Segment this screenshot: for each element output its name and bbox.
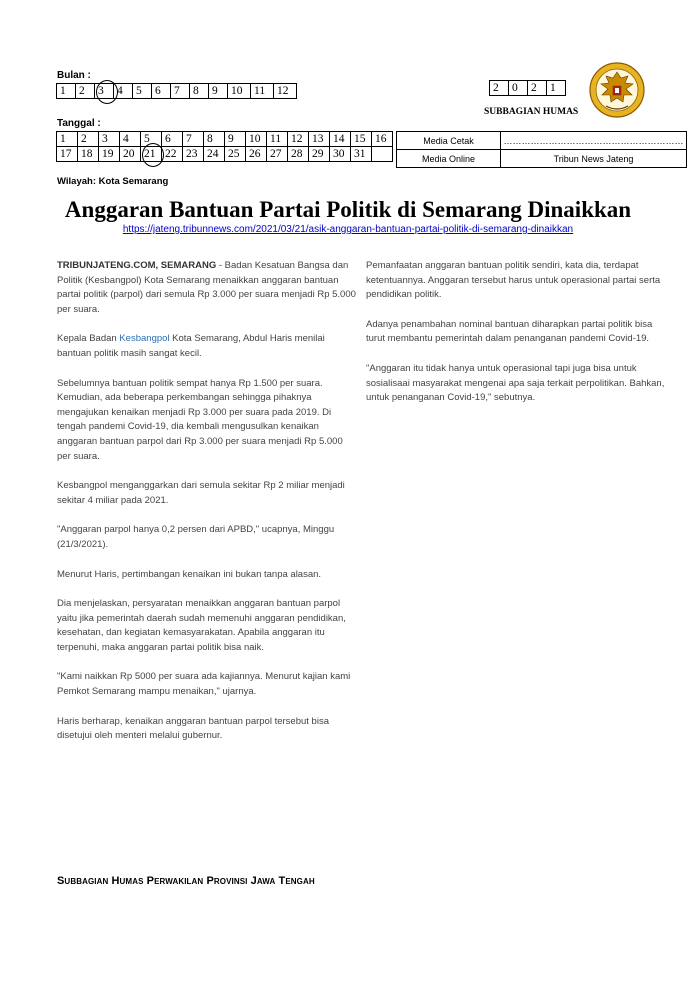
- date-cell: 3: [99, 132, 120, 147]
- media-cetak-value: ……………………………………………………: [501, 132, 687, 150]
- wilayah-label: Wilayah: Kota Semarang: [57, 176, 169, 187]
- month-cell: 5: [133, 84, 152, 99]
- date-cell: 31: [351, 147, 372, 162]
- date-cell: 25: [225, 147, 246, 162]
- date-cell-selected: 21: [141, 147, 162, 162]
- month-cell-selected: 3: [95, 84, 114, 99]
- month-cell: 6: [152, 84, 171, 99]
- paragraph-text: - Badan Kesatuan Bangsa dan Politik (Kesbangpol) Kota Semarang menaikkan anggaran bantuan partai politik (parpol) dari semula Rp 3.000 per suara menjadi Rp 5.000 per suara.: [57, 260, 356, 315]
- date-cell: 4: [120, 132, 141, 147]
- paragraph: Sebelumnya bantuan politik sempat hanya Rp 1.500 per suara. Kemudian, ada beberapa perkembangan sehingga pihaknya mengajukan kenaikan menjadi Rp 3.000 per suara pada 2019. Di tengah pandemi Covid-19, dia kembali mengusulkan kenaikan anggaran bantuan parpol dari Rp 3.000 per suara menjadi Rp 5.000 per suara.: [57, 377, 343, 462]
- article-left-column: [57, 259, 358, 759]
- date-cell: 20: [120, 147, 141, 162]
- paragraph-text: Kepala Badan: [57, 333, 120, 345]
- dateline: TRIBUNJATENG.COM, SEMARANG: [57, 260, 217, 271]
- month-cell: 4: [114, 84, 133, 99]
- bulan-label: Bulan :: [57, 70, 91, 81]
- paragraph: Adanya penambahan nominal bantuan diharapkan partai politik bisa turut membantu pemerintah dalam penanganan pandemi Covid-19.: [366, 318, 653, 345]
- year-digit-cell: 1: [547, 81, 566, 96]
- paragraph: [57, 332, 358, 361]
- date-cell: [372, 147, 393, 162]
- date-cell: 10: [246, 132, 267, 147]
- month-cell: 8: [190, 84, 209, 99]
- month-cell: 2: [76, 84, 95, 99]
- month-cell: 11: [251, 84, 274, 99]
- date-cell: 13: [309, 132, 330, 147]
- garuda-icon: [588, 60, 646, 120]
- month-cell: 10: [228, 84, 251, 99]
- month-cell: 1: [57, 84, 76, 99]
- month-cell: 9: [209, 84, 228, 99]
- date-cell: 6: [162, 132, 183, 147]
- date-cell: 24: [204, 147, 225, 162]
- date-cell: 2: [78, 132, 99, 147]
- paragraph: "Anggaran parpol hanya 0,2 persen dari APBD," ucapnya, Minggu (21/3/2021).: [57, 524, 335, 550]
- media-row-cetak: [397, 132, 687, 150]
- paragraph: Dia menjelaskan, persyaratan menaikkan anggaran bantuan parpol yaitu jika pemerintah daerah sudah memenuhi anggaran pendidikan, kesehatan, dan kegiatan kemasyarakatan. Apabila anggaran itu terpenuhi, maka anggaran partai politik bisa naik.: [57, 598, 346, 653]
- media-cetak-label: Media Cetak: [397, 132, 501, 150]
- month-cell: 7: [171, 84, 190, 99]
- year-digit-cell: 2: [528, 81, 547, 96]
- paragraph-text: Kota Semarang, Abdul Haris menilai bantuan politik masih sangat kecil.: [57, 333, 325, 359]
- date-cell: 29: [309, 147, 330, 162]
- date-cell: 1: [57, 132, 78, 147]
- media-online-label: Media Online: [397, 150, 501, 168]
- media-online-value: Tribun News Jateng: [501, 150, 687, 168]
- paragraph: Pemanfaatan anggaran bantuan politik sendiri, kata dia, terdapat ketentuannya. Anggaran tersebut harus untuk operasional partai serta pendidikan politik.: [366, 260, 661, 301]
- date-cell: 19: [99, 147, 120, 162]
- date-cell: 27: [267, 147, 288, 162]
- date-cell: 14: [330, 132, 351, 147]
- date-cell: 7: [183, 132, 204, 147]
- year-box: [489, 80, 566, 96]
- date-cell: 30: [330, 147, 351, 162]
- date-cell: 18: [78, 147, 99, 162]
- date-cell: 26: [246, 147, 267, 162]
- year-digit-cell: 2: [490, 81, 509, 96]
- paragraph: Menurut Haris, pertimbangan kenaikan ini bukan tanpa alasan.: [57, 568, 322, 580]
- date-cell: 9: [225, 132, 246, 147]
- date-cell: 22: [162, 147, 183, 162]
- media-table: [396, 131, 687, 168]
- date-cell: 28: [288, 147, 309, 162]
- date-cell: 17: [57, 147, 78, 162]
- paragraph: "Kami naikkan Rp 5000 per suara ada kajiannya. Menurut kajian kami Pemkot Semarang mampu menaikan," ujarnya.: [57, 671, 351, 698]
- date-cell: 16: [372, 132, 393, 147]
- tanggal-label: Tanggal :: [57, 118, 101, 129]
- year-digit-cell: 0: [509, 81, 528, 96]
- paragraph: "Anggaran itu tidak hanya untuk operasional tapi juga bisa untuk sosialisaai masyarakat mengenai apa saja terkait perpolitikan. Bahkan, untuk penanganan Covid-19," sebutnya.: [366, 362, 665, 404]
- article-right-column: [366, 259, 671, 421]
- date-cell: 12: [288, 132, 309, 147]
- garuda-emblem: [588, 60, 646, 120]
- article-title: Anggaran Bantuan Partai Politik di Semarang Dinaikkan: [64, 197, 632, 222]
- date-cell: 11: [267, 132, 288, 147]
- date-cell: 8: [204, 132, 225, 147]
- subbagian-humas-label: SUBBAGIAN HUMAS: [484, 107, 579, 117]
- paragraph: [57, 259, 358, 317]
- paragraph: Kesbangpol menganggarkan dari semula sekitar Rp 2 miliar menjadi sekitar 4 miliar pada 2021.: [57, 480, 345, 506]
- month-grid: [56, 83, 297, 99]
- footer-text: Subbagian Humas Perwakilan Provinsi Jawa Tengah: [57, 875, 315, 887]
- paragraph: Haris berharap, kenaikan anggaran bantuan parpol tersebut bisa disetujui oleh menteri melalui gubernur.: [57, 715, 329, 742]
- article-url-link[interactable]: https://jateng.tribunnews.com/2021/03/21/asik-anggaran-bantuan-partai-politik-di-semarang-dinaikkan: [122, 224, 574, 235]
- date-cell: 5: [141, 132, 162, 147]
- date-grid: [56, 131, 393, 162]
- media-row-online: [397, 150, 687, 168]
- date-cell: 23: [183, 147, 204, 162]
- kesbangpol-link[interactable]: Kesbangpol: [119, 333, 170, 345]
- month-cell: 12: [274, 84, 297, 99]
- date-cell: 15: [351, 132, 372, 147]
